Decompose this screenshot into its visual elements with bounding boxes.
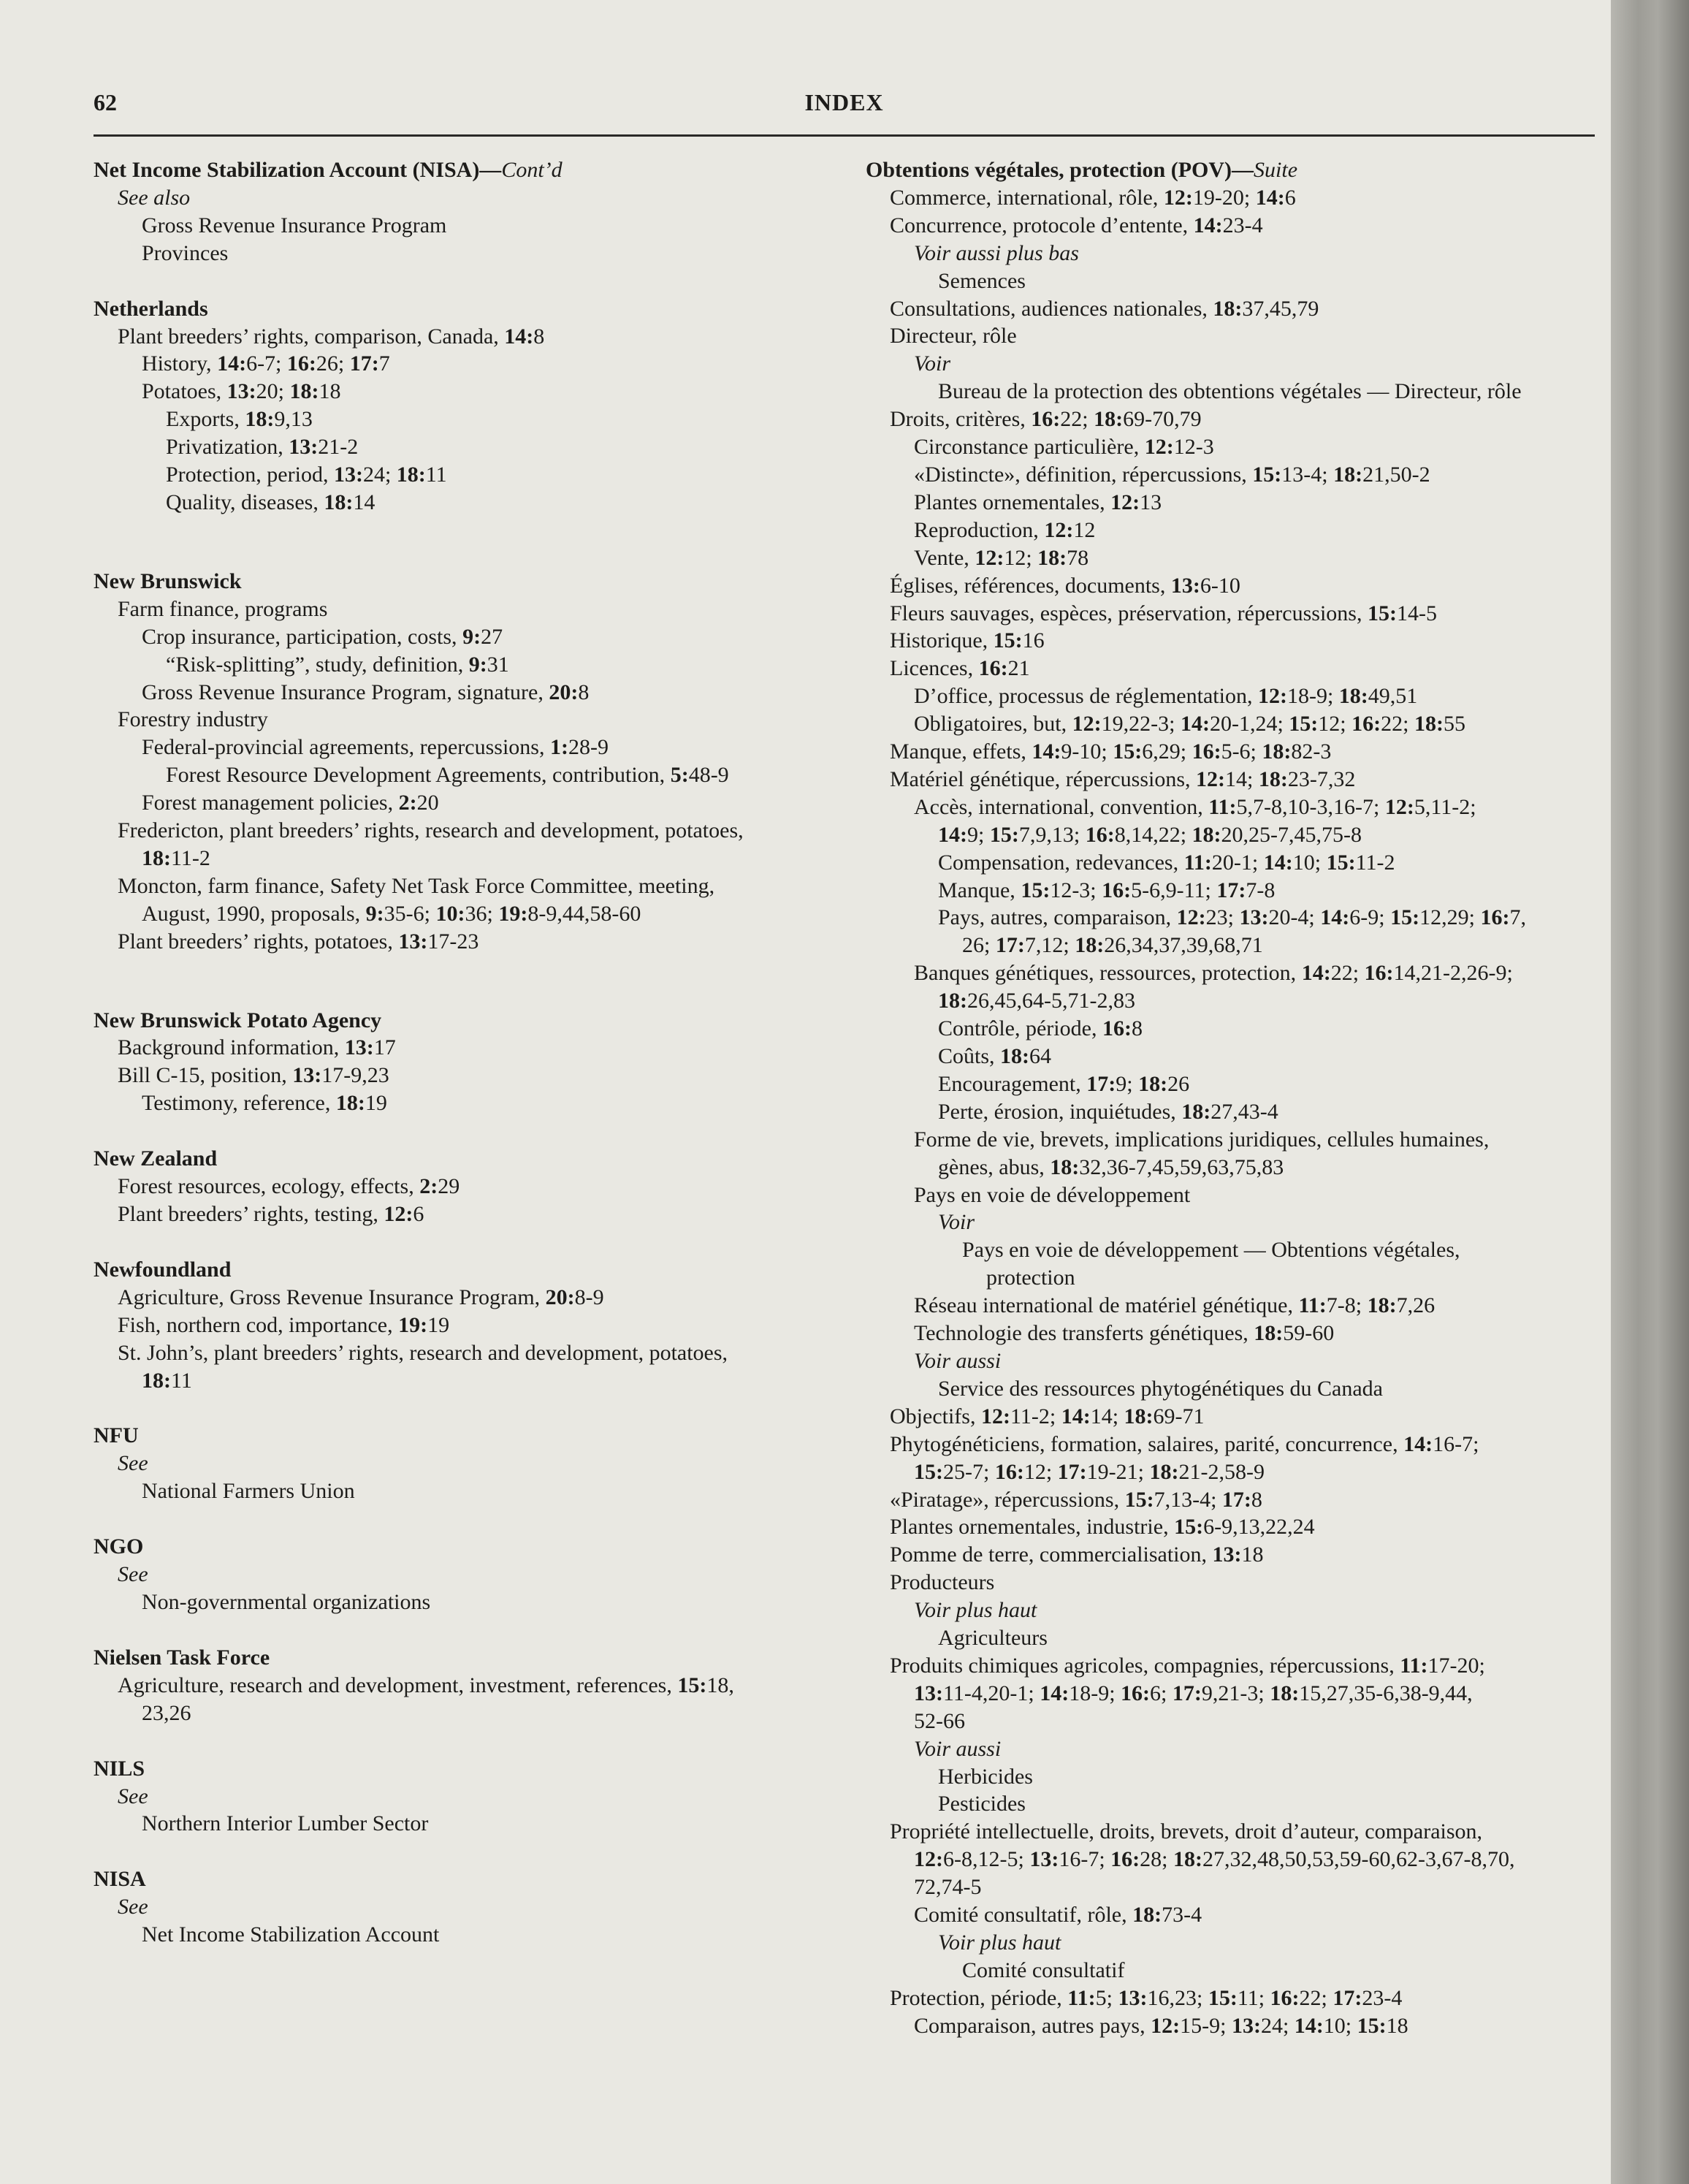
index-entry: History, 14:6-7; 16:26; 17:7 xyxy=(142,351,390,376)
index-entry: Provinces xyxy=(142,240,229,265)
index-entry: Pomme de terre, commercialisation, 13:18 xyxy=(890,1542,1264,1567)
index-entry: Service des ressources phytogénétiques du Canada xyxy=(938,1376,1383,1401)
index-entry: Federal-provincial agreements, repercussions, 1:28-9 xyxy=(142,735,609,760)
index-entry: Technologie des transferts génétiques, 18:59-60 xyxy=(914,1321,1335,1346)
index-entry: Voir aussi xyxy=(914,1736,1002,1761)
index-entry: Forest management policies, 2:20 xyxy=(142,791,439,815)
entry-spacer xyxy=(94,1117,853,1145)
index-entry: Historique, 15:16 xyxy=(890,628,1045,653)
index-entry: Contrôle, période, 16:8 xyxy=(938,1016,1143,1041)
index-column-left xyxy=(94,156,853,1949)
index-entry: 15:25-7; 16:12; 17:19-21; 18:21-2,58-9 xyxy=(914,1459,1265,1484)
index-entry: Propriété intellectuelle, droits, brevets, droit d’auteur, comparaison, xyxy=(890,1819,1483,1844)
index-entry: Voir xyxy=(914,351,951,376)
index-entry: Forestry industry xyxy=(118,707,268,732)
page-header xyxy=(94,89,1595,137)
index-entry: Voir plus haut xyxy=(914,1598,1037,1623)
index-entry: 23,26 xyxy=(142,1700,191,1725)
index-entry: Plant breeders’ rights, potatoes, 13:17-23 xyxy=(118,929,479,954)
entry-spacer xyxy=(94,517,853,568)
index-entry: Potatoes, 13:20; 18:18 xyxy=(142,379,341,404)
index-entry: gènes, abus, 18:32,36-7,45,59,63,75,83 xyxy=(938,1154,1284,1179)
index-entry: Commerce, international, rôle, 12:19-20; 14:6 xyxy=(890,185,1296,210)
index-heading: New Brunswick xyxy=(94,568,242,593)
index-entry: «Piratage», répercussions, 15:7,13-4; 17:8 xyxy=(890,1487,1262,1512)
index-entry: Consultations, audiences nationales, 18:37,45,79 xyxy=(890,296,1319,321)
index-entry: Plant breeders’ rights, comparison, Canada, 14:8 xyxy=(118,324,545,349)
index-entry: 13:11-4,20-1; 14:18-9; 16:6; 17:9,21-3; 18:15,27,35-6,38-9,44, xyxy=(914,1681,1473,1705)
index-heading: Obtentions végétales, protection (POV)—Suite xyxy=(866,158,1298,182)
index-heading: NILS xyxy=(94,1756,145,1781)
index-entry: Phytogénéticiens, formation, salaires, parité, concurrence, 14:16-7; xyxy=(890,1431,1479,1456)
index-heading: Netherlands xyxy=(94,296,208,321)
index-entry: Bill C-15, position, 13:17-9,23 xyxy=(118,1063,389,1088)
index-entry: 18:11-2 xyxy=(142,845,210,870)
index-entry: Comité consultatif, rôle, 18:73-4 xyxy=(914,1903,1202,1928)
index-entry: Directeur, rôle xyxy=(890,324,1017,349)
index-entry: Protection, period, 13:24; 18:11 xyxy=(166,463,447,487)
entry-spacer xyxy=(94,1394,853,1422)
index-entry: August, 1990, proposals, 9:35-6; 10:36; 19:8-9,44,58-60 xyxy=(142,901,641,926)
index-heading: NISA xyxy=(94,1867,146,1892)
index-entry: See also xyxy=(118,185,191,210)
index-entry: Manque, effets, 14:9-10; 15:6,29; 16:5-6; 18:82-3 xyxy=(890,739,1332,764)
index-entry: 72,74-5 xyxy=(914,1875,982,1900)
index-entry: 12:6-8,12-5; 13:16-7; 16:28; 18:27,32,48,50,53,59-60,62-3,67-8,70, xyxy=(914,1847,1515,1872)
index-entry: Accès, international, convention, 11:5,7-8,10-3,16-7; 12:5,11-2; xyxy=(914,794,1476,819)
index-entry: Droits, critères, 16:22; 18:69-70,79 xyxy=(890,407,1202,432)
entry-spacer xyxy=(94,1838,853,1865)
index-entry: Plant breeders’ rights, testing, 12:6 xyxy=(118,1202,424,1226)
entry-spacer xyxy=(94,1727,853,1755)
index-entry: See xyxy=(118,1784,148,1808)
index-entry: 26; 17:7,12; 18:26,34,37,39,68,71 xyxy=(962,933,1263,958)
index-entry: Bureau de la protection des obtentions végétales — Directeur, rôle xyxy=(938,379,1522,404)
entry-spacer xyxy=(94,1505,853,1533)
index-heading: New Zealand xyxy=(94,1146,218,1171)
entry-spacer xyxy=(94,956,853,1007)
index-heading: New Brunswick Potato Agency xyxy=(94,1008,382,1032)
index-heading: Newfoundland xyxy=(94,1257,232,1282)
index-entry: Quality, diseases, 18:14 xyxy=(166,490,375,514)
index-entry: Pays, autres, comparaison, 12:23; 13:20-4; 14:6-9; 15:12,29; 16:7, xyxy=(938,905,1526,930)
index-entry: Réseau international de matériel génétique, 11:7-8; 18:7,26 xyxy=(914,1293,1436,1318)
index-entry: Manque, 15:12-3; 16:5-6,9-11; 17:7-8 xyxy=(938,878,1276,902)
index-entry: Circonstance particulière, 12:12-3 xyxy=(914,435,1214,460)
index-entry: Produits chimiques agricoles, compagnies, répercussions, 11:17-20; xyxy=(890,1653,1485,1678)
index-entry: Forme de vie, brevets, implications juridiques, cellules humaines, xyxy=(914,1127,1490,1152)
index-entry: Net Income Stabilization Account xyxy=(142,1922,440,1947)
index-entry: «Distincte», définition, répercussions, 15:13-4; 18:21,50-2 xyxy=(914,462,1430,487)
index-entry: See xyxy=(118,1895,148,1919)
index-entry: Banques génétiques, ressources, protection, 14:22; 16:14,21-2,26-9; xyxy=(914,961,1513,986)
index-entry: Vente, 12:12; 18:78 xyxy=(914,545,1089,570)
index-entry: Forest Resource Development Agreements, contribution, 5:48-9 xyxy=(166,763,729,788)
index-heading: NGO xyxy=(94,1534,144,1559)
entry-spacer xyxy=(94,1228,853,1256)
index-entry: 18:26,45,64-5,71-2,83 xyxy=(938,989,1135,1013)
index-entry: Protection, période, 11:5; 13:16,23; 15:11; 16:22; 17:23-4 xyxy=(890,1985,1403,2010)
index-entry: Background information, 13:17 xyxy=(118,1035,396,1060)
index-entry: 52-66 xyxy=(914,1708,965,1733)
index-entry: D’office, processus de réglementation, 12:18-9; 18:49,51 xyxy=(914,684,1418,709)
index-entry: Voir xyxy=(938,1210,975,1235)
index-entry: Plantes ornementales, industrie, 15:6-9,13,22,24 xyxy=(890,1515,1315,1540)
index-entry: “Risk-splitting”, study, definition, 9:31 xyxy=(166,652,509,677)
index-entry: Exports, 18:9,13 xyxy=(166,407,313,432)
index-entry: Plantes ornementales, 12:13 xyxy=(914,490,1162,514)
index-entry: Fleurs sauvages, espèces, préservation, répercussions, 15:14-5 xyxy=(890,601,1437,625)
index-entry: Forest resources, ecology, effects, 2:29 xyxy=(118,1174,460,1199)
index-column-right xyxy=(866,156,1596,2040)
page-title: INDEX xyxy=(804,89,884,115)
index-entry: Comité consultatif xyxy=(962,1957,1125,1982)
index-entry: Herbicides xyxy=(938,1764,1033,1789)
page-number: 62 xyxy=(94,89,117,115)
index-entry: 18:11 xyxy=(142,1368,192,1393)
index-entry: Coûts, 18:64 xyxy=(938,1044,1052,1068)
index-entry: Voir aussi plus bas xyxy=(914,240,1079,265)
index-heading: Net Income Stabilization Account (NISA)—Cont’d xyxy=(94,158,563,182)
index-entry: Pesticides xyxy=(938,1792,1026,1816)
index-entry: Fish, northern cod, importance, 19:19 xyxy=(118,1312,450,1337)
index-entry: Moncton, farm finance, Safety Net Task Force Committee, meeting, xyxy=(118,873,715,898)
index-entry: National Farmers Union xyxy=(142,1479,355,1504)
index-entry: Semences xyxy=(938,268,1026,293)
index-entry: Pays en voie de développement xyxy=(914,1182,1191,1207)
index-entry: Producteurs xyxy=(890,1570,995,1595)
index-entry: Agriculture, Gross Revenue Insurance Program, 20:8-9 xyxy=(118,1285,604,1309)
index-entry: Privatization, 13:21-2 xyxy=(166,435,359,460)
index-entry: Pays en voie de développement — Obtentions végétales, xyxy=(962,1238,1460,1263)
index-entry: Gross Revenue Insurance Program, signature, 20:8 xyxy=(142,680,590,704)
index-entry: Agriculteurs xyxy=(938,1626,1048,1651)
index-entry: St. John’s, plant breeders’ rights, research and development, potatoes, xyxy=(118,1340,728,1365)
book-gutter-shadow xyxy=(1611,0,1689,2184)
index-entry: Gross Revenue Insurance Program xyxy=(142,213,447,237)
index-entry: Voir plus haut xyxy=(938,1930,1061,1955)
index-entry: Reproduction, 12:12 xyxy=(914,517,1096,542)
index-entry: Compensation, redevances, 11:20-1; 14:10; 15:11-2 xyxy=(938,850,1395,875)
index-entry: Comparaison, autres pays, 12:15-9; 13:24; 14:10; 15:18 xyxy=(914,2013,1408,2038)
index-heading: NFU xyxy=(94,1423,139,1448)
index-entry: Matériel génétique, répercussions, 12:14; 18:23-7,32 xyxy=(890,766,1356,791)
index-heading: Nielsen Task Force xyxy=(94,1645,270,1670)
index-entry: Licences, 16:21 xyxy=(890,656,1030,681)
index-entry: Concurrence, protocole d’entente, 14:23-4 xyxy=(890,213,1263,237)
index-entry: Northern Interior Lumber Sector xyxy=(142,1811,429,1836)
index-entry: Agriculture, research and development, investment, references, 15:18, xyxy=(118,1673,734,1697)
index-entry: See xyxy=(118,1562,148,1587)
index-entry: Non-governmental organizations xyxy=(142,1589,431,1614)
entry-spacer xyxy=(94,267,853,295)
entry-spacer xyxy=(94,1616,853,1644)
index-entry: Testimony, reference, 18:19 xyxy=(142,1091,387,1116)
index-entry: Farm finance, programs xyxy=(118,596,328,621)
index-entry: Perte, érosion, inquiétudes, 18:27,43-4 xyxy=(938,1099,1278,1124)
index-entry: protection xyxy=(986,1266,1075,1290)
index-entry: 14:9; 15:7,9,13; 16:8,14,22; 18:20,25-7,45,75-8 xyxy=(938,822,1362,847)
index-entry: Églises, références, documents, 13:6-10 xyxy=(890,573,1240,598)
index-entry: Objectifs, 12:11-2; 14:14; 18:69-71 xyxy=(890,1404,1205,1428)
index-entry: Crop insurance, participation, costs, 9:27 xyxy=(142,624,503,649)
index-entry: Voir aussi xyxy=(914,1348,1002,1373)
index-entry: See xyxy=(118,1451,148,1476)
index-entry: Obligatoires, but, 12:19,22-3; 14:20-1,24; 15:12; 16:22; 18:55 xyxy=(914,712,1465,737)
index-entry: Encouragement, 17:9; 18:26 xyxy=(938,1071,1190,1096)
index-entry: Fredericton, plant breeders’ rights, research and development, potatoes, xyxy=(118,818,744,843)
